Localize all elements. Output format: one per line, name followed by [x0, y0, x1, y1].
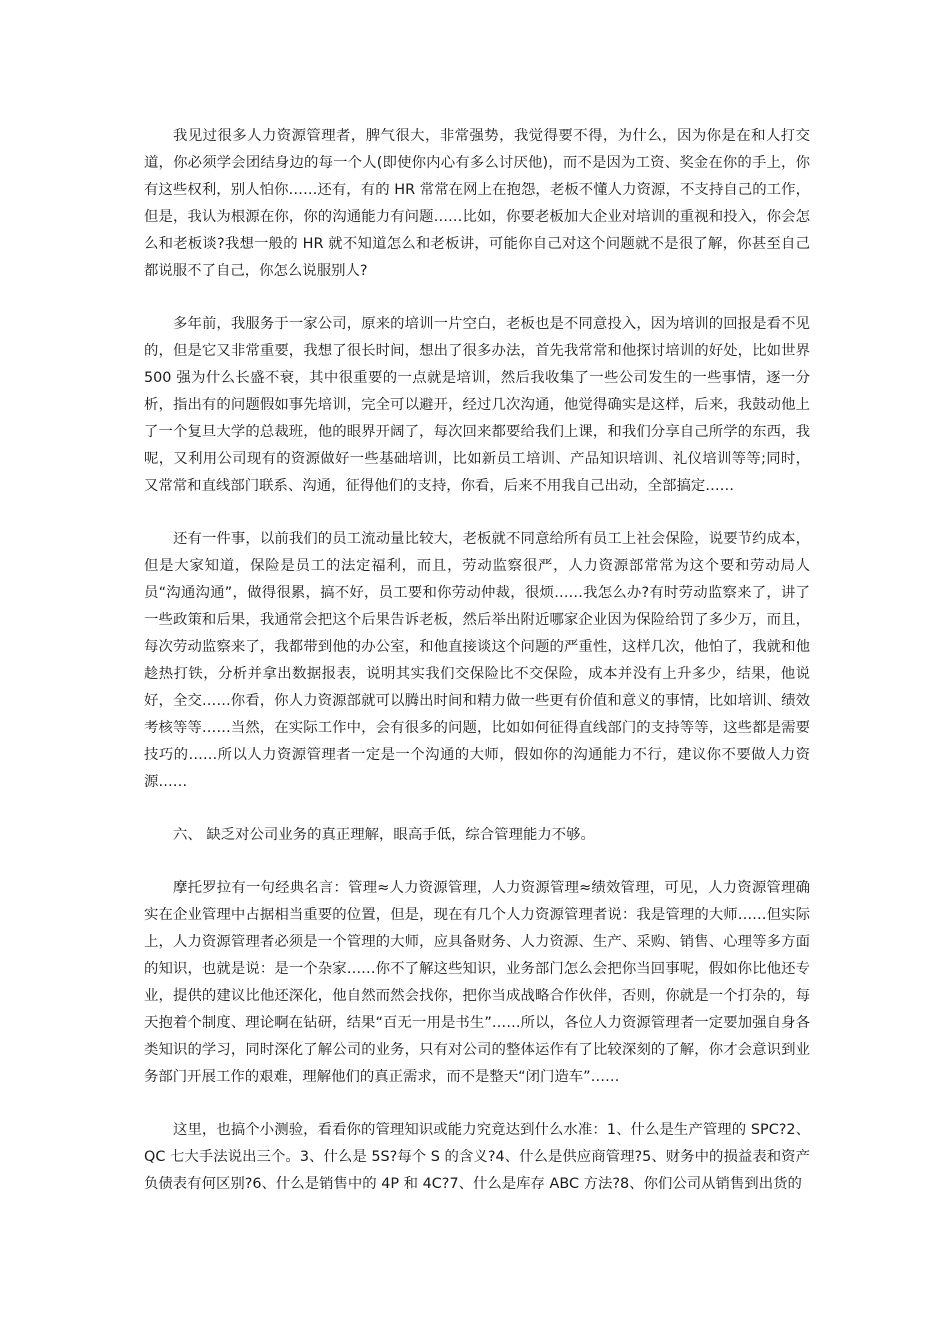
section-heading-six: 六、 缺乏对公司业务的真正理解，眼高手低，综合管理能力不够。 — [173, 827, 595, 843]
article-body — [144, 123, 810, 1224]
paragraph-quiz: 这里，也搞个小测验，看看你的管理知识或能力究竟达到什么水准：1、什么是生产管理的 SPC?2、QC 七大手法说出三个。3、什么是 5S?每个 S 的含义?4、什么是供应商管理?5、财务中的损益表和资产负债表有何区别?6、什么是销售中的 4P 和 4C?7、什么是库存 ABC 方法?8、你们公司从销售到出货的 — [144, 1122, 810, 1192]
paragraph-insurance-story: 还有一件事，以前我们的员工流动量比较大，老板就不同意给所有员工上社会保险，说要节约成本，但是大家知道，保险是员工的法定福利，而且，劳动监察很严，人力资源部常常为这个要和劳动局人员“沟通沟通”，做得很累，搞不好，员工要和你劳动仲裁，很烦……我怎么办?有时劳动监察来了，讲了一些政策和后果，我通常会把这个后果告诉老板，然后举出附近哪家企业因为保险给罚了多少万，而且，每次劳动监察来了，我都带到他的办公室，和他直接谈这个问题的严重性，这样几次，他怕了，我就和他趁热打铁，分析并拿出数据报表，说明其实我们交保险比不交保险，成本并没有上升多少，结果，他说好，全交……你看，你人力资源部就可以腾出时间和精力做一些更有价值和意义的事情，比如培训、绩效考核等等……当然，在实际工作中，会有很多的问题，比如如何征得直线部门的支持等等，这些都是需要技巧的……所以人力资源管理者一定是一个沟通的大师，假如你的沟通能力不行，建议你不要做人力资源…… — [144, 531, 810, 790]
paragraph-training-story: 多年前，我服务于一家公司，原来的培训一片空白，老板也是不同意投入，因为培训的回报是看不见的，但是它又非常重要，我想了很长时间，想出了很多办法，首先我常常和他探讨培训的好处，比如世界 500 强为什么长盛不衰，其中很重要的一点就是培训，然后我收集了一些公司发生的一些事情，逐一分析，指出有的问题假如事先培训，完全可以避开，经过几次沟通，他觉得确实是这样，后来，我鼓动他上了一个复旦大学的总裁班，他的眼界开阔了，每次回来都要给我们上课，和我们分享自己所学的东西，我呢，又利用公司现有的资源做好一些基础培训，比如新员工培训、产品知识培训、礼仪培训等等;同时，又常常和直线部门联系、沟通，征得他们的支持，你看，后来不用我自己出动，全部搞定…… — [144, 316, 810, 494]
paragraph-communication-attitude: 我见过很多人力资源管理者，脾气很大，非常强势，我觉得要不得，为什么，因为你是在和人打交道，你必须学会团结身边的每一个人(即使你内心有多么讨厌他)，而不是因为工资、奖金在你的手上，你有这些权利，别人怕你……还有，有的 HR 常常在网上在抱怨，老板不懂人力资源，不支持自己的工作，但是，我认为根源在你，你的沟通能力有问题……比如，你要老板加大企业对培训的重视和投入，你会怎么和老板谈?我想一般的 HR 就不知道怎么和老板讲，可能你自己对这个问题就不是很了解，你甚至自己都说服不了自己，你怎么说服别人? — [144, 128, 810, 279]
paragraph-management-knowledge: 摩托罗拉有一句经典名言：管理≈人力资源管理，人力资源管理≈绩效管理，可见，人力资源管理确实在企业管理中占据相当重要的位置，但是，现在有几个人力资源管理者说：我是管理的大师……但实际上，人力资源管理者必须是一个管理的大师，应具备财务、人力资源、生产、采购、销售、心理等多方面的知识，也就是说：是一个杂家……你不了解这些知识，业务部门怎么会把你当回事呢，假如你比他还专业，提供的建议比他还深化，他自然而然会找你，把你当成战略合作伙伴，否则，你就是一个打杂的，每天抱着个制度、理论啊在钻研，结果“百无一用是书生”……所以，各位人力资源管理者一定要加强自身各类知识的学习，同时深化了解公司的业务，只有对公司的整体运作有了比较深刻的了解，你才会意识到业务部门开展工作的艰难，理解他们的真正需求，而不是整天“闭门造车”…… — [144, 880, 810, 1085]
